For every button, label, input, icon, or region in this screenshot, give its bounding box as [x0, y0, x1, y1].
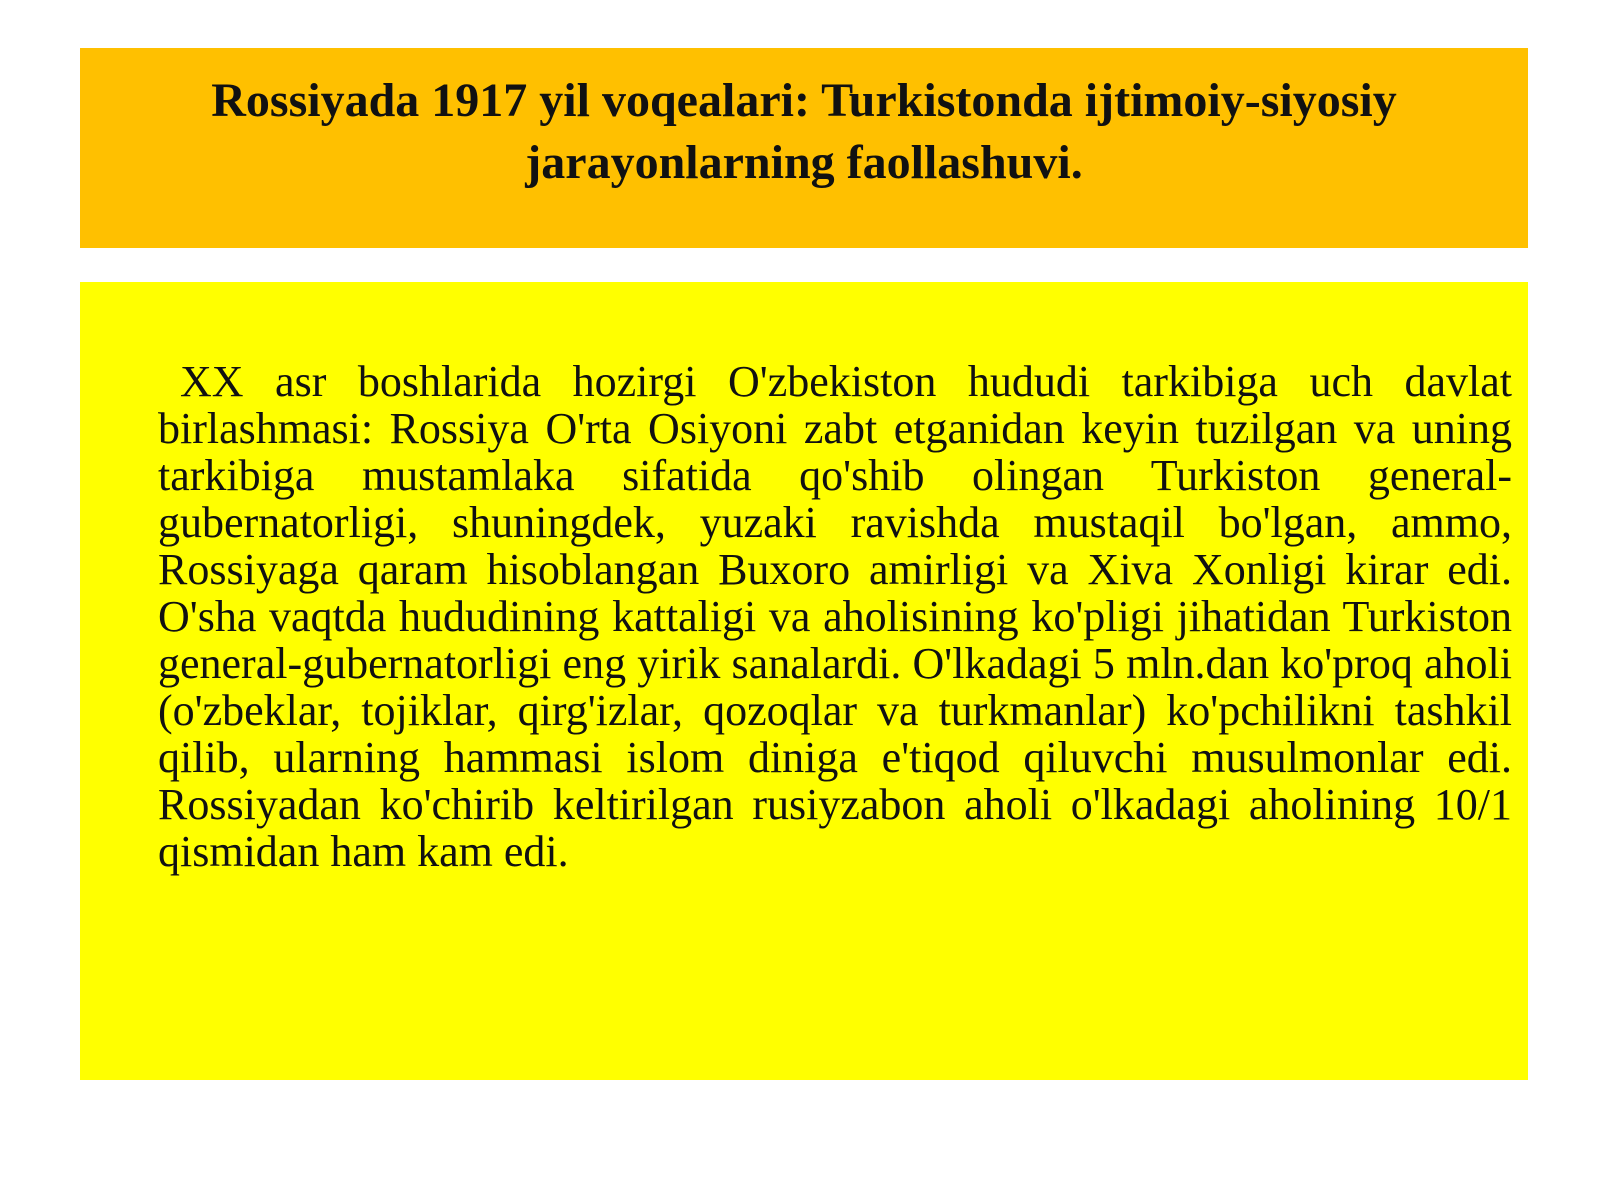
title-banner: [80, 48, 1528, 248]
body-paragraph: XX asr boshlarida hozirgi O'zbekiston hududi tarkibiga uch davlat birlashmasi: Rossiya O'rta Osiyoni zabt etganidan keyin tuzilgan va uning tarkibiga mustamlaka sifatida qo'shib olingan Turkiston general-gubernatorligi, shuningdek, yuzaki ravishda mustaqil bo'lgan, ammo, Rossiyaga qaram hisoblangan Buxoro amirligi va Xiva Xonligi kirar edi. O'sha vaqtda hududining kattaligi va aholisining ko'pligi jihatidan Turkiston general-gubernatorligi eng yirik sanalardi. O'lkadagi 5 mln.dan ko'proq aholi (o'zbeklar, tojiklar, qirg'izlar, qozoqlar va turkmanlar) ko'pchilikni tashkil qilib, ularning hammasi islom diniga e'tiqod qiluvchi musulmonlar edi. Rossiyadan ko'chirib keltirilgan rusiyzabon aholi o'lkadagi aholining 10/1 qismidan ham kam edi.: [158, 357, 1512, 876]
slide-title: Rossiyada 1917 yil voqealari: Turkistonda ijtimoiy-siyosiy jarayonlarning faollashuvi.: [211, 74, 1397, 189]
content-panel: [80, 282, 1528, 1080]
